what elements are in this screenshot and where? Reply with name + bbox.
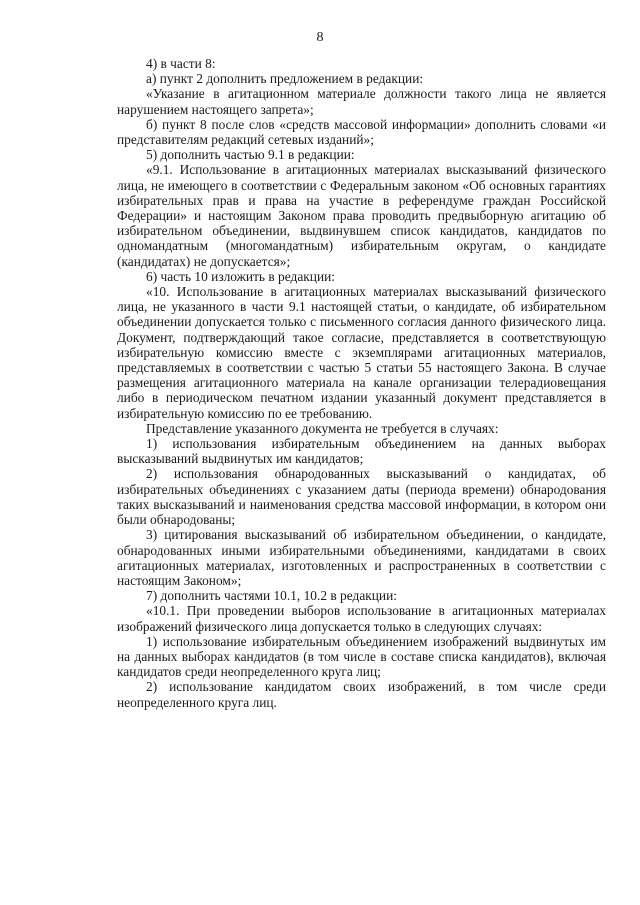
paragraph-6: 6) часть 10 изложить в редакции:: [146, 268, 336, 284]
paragraph-4-part-8: 4) в части 8:: [146, 56, 216, 71]
paragraph-7: 7) дополнить частями 10.1, 10.2 в редакции:: [146, 588, 397, 604]
paragraph-not-required: Представление указанного документа не требуется в случаях:: [146, 420, 499, 436]
document-body: [117, 56, 606, 710]
paragraph-10: «10. Использование в агитационных материалах высказываний физического лица, не указанного в части 9.1 настоящей статьи, о кандидате, об избирательном объединении допускается только с письменного согласия данного физического лица. Документ, подтверждающий такое согласие, представляется в соответствующую избирательную комиссию вместе с экземплярами агитационных материалов, представляемых в соответствии с частью 5 статьи 55 настоящего Закона. В случае размещения агитационного материала на канале организации телерадиовещания либо в периодическом печатном издании указанный документ представляется в избирательную комиссию по ее требованию.: [117, 284, 606, 421]
paragraph-9-1: «9.1. Использование в агитационных материалах высказываний физического лица, не имеющего в соответствии с Федеральным законом «Об основных гарантиях избирательных прав и права на участие в референдуме граждан Российской Федерации» и настоящим Законом права проводить предвыборную агитацию об избирательном объединении, выдвинувшем список кандидатов, кандидатов по одномандатным (многомандатным) избирательным округам, о кандидате (кандидатах) не допускается»;: [117, 162, 606, 269]
paragraph-10-1-case-1: 1) использование избирательным объединением изображений выдвинутых им на данных выборах кандидатов (в том числе в составе списка кандидатов), включая кандидатов среди неопределенного круга лиц;: [117, 633, 606, 680]
paragraph-case-3: 3) цитирования высказываний об избирательном объединении, о кандидате, обнародованных иными избирательными объединениями, кандидатами в своих агитационных материалах, изготовленных и распространенных в соответствии с настоящим Законом»;: [117, 527, 606, 588]
page-number: 8: [316, 30, 324, 45]
paragraph-4a: а) пункт 2 дополнить предложением в редакции:: [146, 71, 424, 87]
paragraph-case-2: 2) использования обнародованных высказываний о кандидатах, об избирательных объединениях с указанием даты (периода времени) обнародования таких высказываний и наименования средства массовой информации, в котором они были обнародованы;: [117, 466, 606, 528]
paragraph-case-1: 1) использования избирательным объединением на данных выборах высказываний выдвинутых им кандидатов;: [117, 436, 606, 467]
paragraph-5: 5) дополнить частью 9.1 в редакции:: [146, 147, 355, 163]
paragraph-10-1: «10.1. При проведении выборов использование в агитационных материалах изображений физического лица допускается только в следующих случаях:: [117, 603, 606, 634]
paragraph-4b: б) пункт 8 после слов «средств массовой информации» дополнить словами «и представителям редакций сетевых изданий»;: [117, 116, 606, 148]
paragraph-10-1-case-2: 2) использование кандидатом своих изображений, в том числе среди неопределенного круга лиц.: [117, 679, 606, 710]
paragraph-4a-quote: «Указание в агитационном материале должности такого лица не является нарушением настоящего запрета»;: [117, 86, 606, 117]
